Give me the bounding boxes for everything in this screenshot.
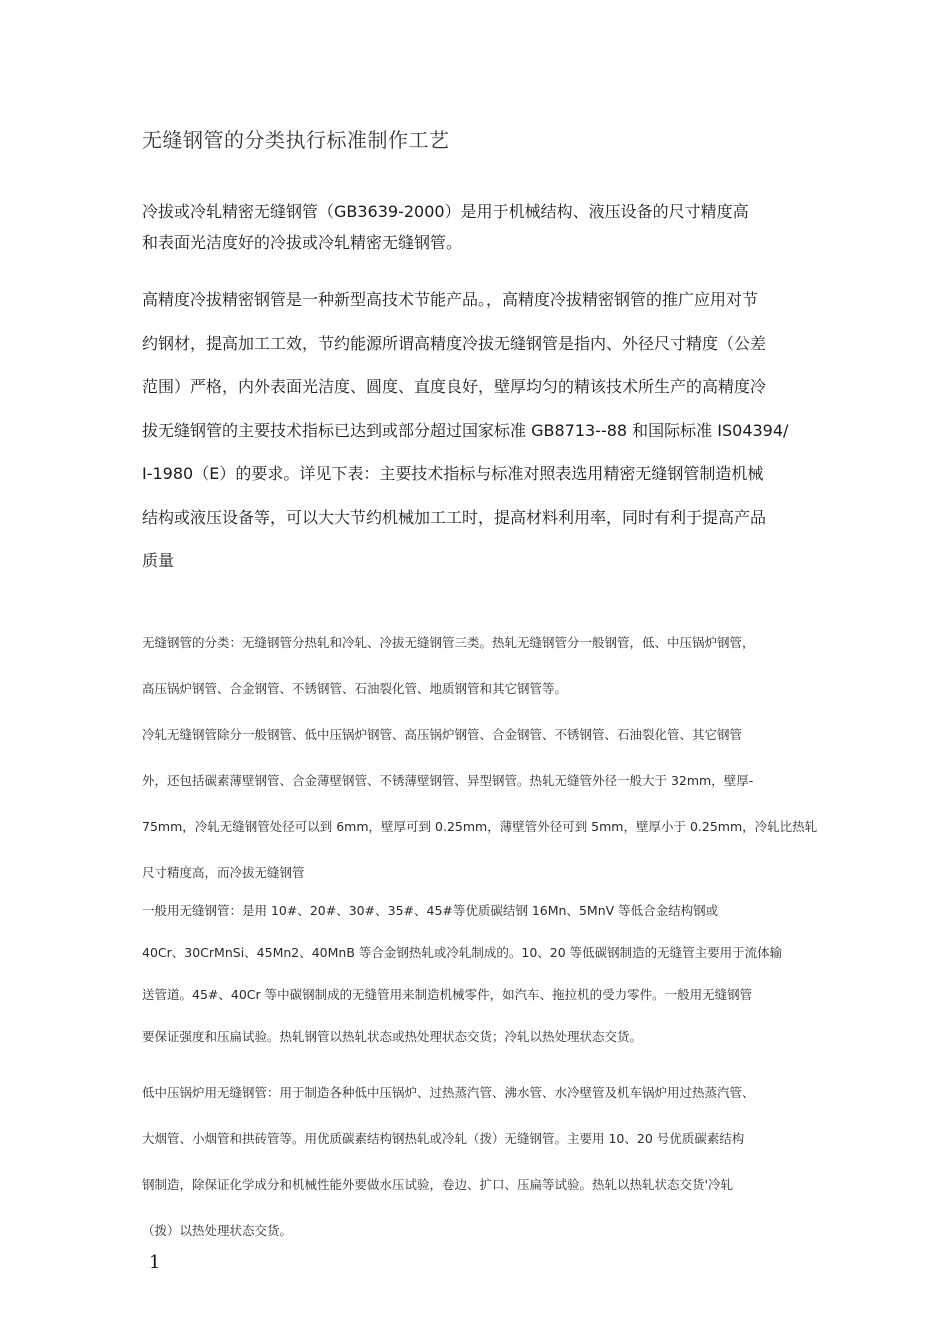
- text-line: 质量: [142, 551, 175, 570]
- text-line: 75mm，冷轧无缝钢管处径可以到 6mm，壁厚可到 0.25mm，薄壁管外径可到 5mm，壁厚小于 0.25mm，冷轧比热轧: [142, 819, 818, 834]
- text-line: 要保证强度和压扁试验。热轧钢管以热轧状态或热处理状态交货；冷轧以热处理状态交货。: [142, 1029, 643, 1044]
- text-line: 高压锅炉钢管、合金钢管、不锈钢管、石油裂化管、地质钢管和其它钢管等。: [142, 681, 568, 696]
- page-number: 1: [149, 1252, 161, 1273]
- text-line: 一般用无缝钢管：是用 10#、20#、30#、35#、45#等优质碳结钢 16Mn、5MnV 等低合金结构钢或: [142, 903, 719, 918]
- text-line: 冷拔或冷轧精密无缝钢管（GB3639-2000）是用于机械结构、液压设备的尺寸精度高: [142, 202, 749, 221]
- main-paragraph: [142, 278, 788, 583]
- document-title: 无缝钢管的分类执行标准制作工艺: [142, 128, 450, 152]
- text-line: 低中压锅炉用无缝钢管：用于制造各种低中压锅炉、过热蒸汽管、沸水管、水冷壁管及机车锅炉用过热蒸汽管、: [142, 1085, 755, 1100]
- text-line: 结构或液压设备等，可以大大节约机械加工工时，提高材料利用率，同时有利于提高产品: [142, 507, 767, 527]
- text-line: 无缝钢管的分类：无缝钢管分热轧和冷轧、冷拔无缝钢管三类。热轧无缝钢管分一般钢管，低、中压锅炉钢管，: [142, 635, 755, 650]
- text-line: 高精度冷拔精密钢管是一种新型高技术节能产品。，高精度冷拔精密钢管的推广应用对节: [142, 290, 759, 309]
- text-line: 范围）严格，内外表面光洁度、圆度、直度良好，壁厚均匀的精该技术所生产的高精度冷: [142, 377, 767, 396]
- text-line: 大烟管、小烟管和拱砖管等。用优质碳素结构钢热轧或冷轧（拨）无缝钢管。主要用 10、20 号优质碳素结构: [142, 1131, 745, 1146]
- cold-rolled-paragraph: [142, 712, 817, 896]
- text-line: 钢制造，除保证化学成分和机械性能外要做水压试验，卷边、扩口、压扁等试验。热轧以热轧状态交货'冷轧: [142, 1177, 733, 1192]
- text-line: 外，还包括碳素薄壁钢管、合金薄壁钢管、不锈薄壁钢管、异型钢管。热轧无缝管外径一般大于 32mm，壁厚-: [142, 773, 754, 788]
- text-line: 送管道。45#、40Cr 等中碳钢制成的无缝管用来制造机械零件，如汽车、拖拉机的受力零件。一般用无缝钢管: [142, 987, 753, 1002]
- classification-paragraph: [142, 620, 755, 712]
- text-line: 拔无缝钢管的主要技术指标已达到或部分超过国家标准 GB8713--88 和国际标准 IS04394/: [142, 420, 789, 440]
- text-line: 冷轧无缝钢管除分一般钢管、低中压锅炉钢管、高压锅炉钢管、合金钢管、不锈钢管、石油裂化管、其它钢管: [142, 727, 743, 742]
- text-line: 约钢材，提高加工工效，节约能源所谓高精度冷拔无缝钢管是指内、外径尺寸精度（公差: [142, 333, 767, 353]
- boiler-paragraph: [142, 1070, 755, 1254]
- text-line: I-1980（E）的要求。详见下表：主要技术指标与标准对照表选用精密无缝钢管制造机械: [142, 464, 764, 483]
- text-line: 和表面光洁度好的冷拔或冷轧精密无缝钢管。: [142, 233, 463, 252]
- intro-paragraph: [142, 196, 749, 258]
- text-line: 40Cr、30CrMnSi、45Mn2、40MnB 等合金钢热轧或冷轧制成的。10、20 等低碳钢制造的无缝管主要用于流体输: [142, 945, 783, 960]
- text-line: （拨）以热处理状态交货。: [142, 1223, 293, 1238]
- general-use-paragraph: [142, 890, 782, 1058]
- text-line: 尺寸精度高，而冷拔无缝钢管: [142, 865, 305, 880]
